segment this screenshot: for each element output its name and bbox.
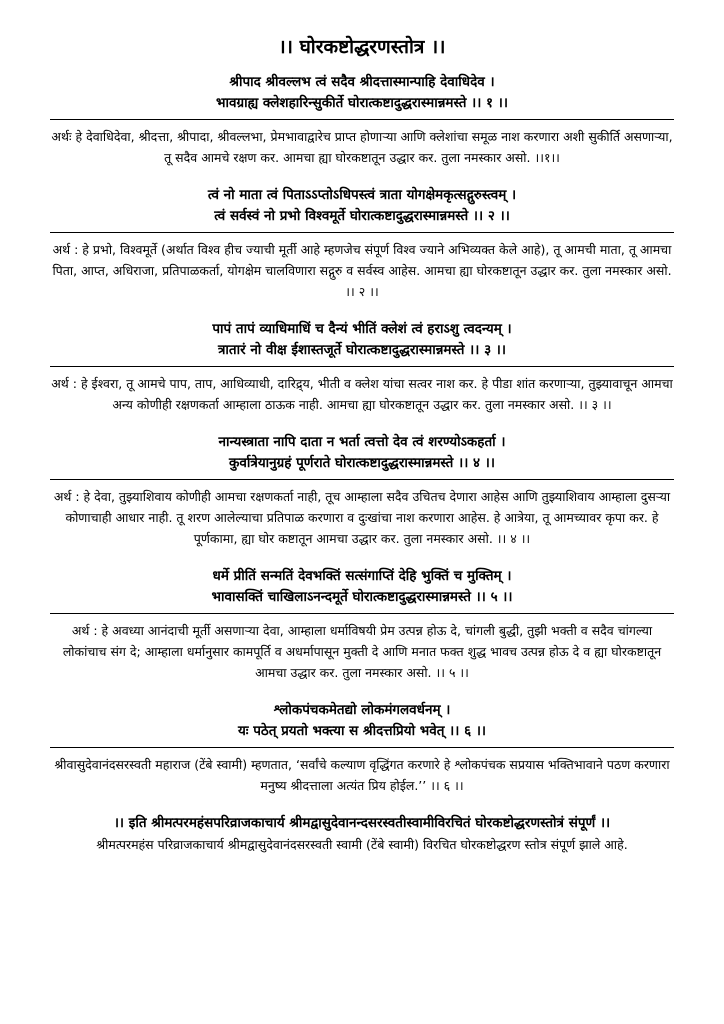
verse-meaning: अर्थ : हे ईश्वरा, तू आमचे पाप, ताप, आधिव्याधी, दारिद्र्य, भीती व क्लेश यांचा सत्वर नाश कर. हे पीडा शांत करणाऱ्या, तुझ्यावाचून आमचा अन्य कोणीही रक्षणकर्ता आम्हाला ठाऊक नाही. आमचा ह्या घोरकष्टातून उद्धार कर. तुला नमस्कार असो. ।। ३ ।। (51, 376, 673, 412)
verse-5 (50, 566, 674, 683)
verse-shloka (50, 72, 674, 114)
verse-gap (50, 683, 674, 700)
verse-list (50, 72, 674, 796)
shloka-line: त्रातारं नो वीक्ष ईशास्तजूर्ते घोरात्कष्टादुद्धरास्मान्नमस्ते ।। ३ ।। (217, 342, 507, 358)
divider (50, 119, 674, 120)
page-title: ।। घोरकष्टोद्धरणस्तोत्र ।। (278, 36, 446, 58)
verse-gap (50, 302, 674, 319)
verse-meaning: अर्थः हे देवाधिदेवा, श्रीदत्ता, श्रीपादा, श्रीवल्लभा, प्रेमभावाद्वारेच प्राप्त होणाऱ्या आणि क्लेशांचा समूळ नाश करणारा अशी सुकीर्ति असणाऱ्या, तू सदैव आमचे रक्षण कर. आमचा ह्या घोरकष्टातून उद्धार कर. तुला नमस्कार असो. ।।१।। (51, 129, 673, 165)
verse-meaning: श्रीवासुदेवानंदसरस्वती महाराज (टेंबे स्वामी) म्हणतात, ‘सर्वांचे कल्याण वृद्धिंगत करणारे हे श्लोकपंचक सप्रयास भक्तिभावाने पठण करणारा मनुष्य श्रीदत्ताला अत्यंत प्रिय होईल.’’ ।। ६ ।। (54, 757, 670, 793)
verse-gap (50, 549, 674, 566)
shloka-line: भावग्राह्य क्लेशहारिन्सुकीर्ते घोरात्कष्टादुद्धरास्मान्नमस्ते ।। १ ।। (215, 95, 508, 111)
shloka-line: नान्यस्त्राता नापि दाता न भर्ता त्वत्तो देव त्वं शरण्योऽकहर्ता । (218, 434, 506, 450)
shloka-line: यः पठेत् प्रयतो भक्त्या स श्रीदत्तप्रियो भवेत् ।। ६ ।। (237, 723, 487, 739)
shloka-line: पापं तापं व्याधिमाधिं च दैन्यं भीतिं क्लेशं त्वं हराऽशु त्वदन्यम् । (212, 321, 512, 337)
verse-shloka (50, 432, 674, 474)
colophon-meaning: श्रीमत्परमहंस परिव्राजकाचार्य श्रीमद्वासुदेवानंदसरस्वती स्वामी (टेंबे स्वामी) विरचित घोरकष्टोद्धरण स्तोत्र संपूर्ण झाले आहे. (96, 837, 628, 852)
verse-shloka (50, 185, 674, 227)
divider (50, 613, 674, 614)
verse-4 (50, 432, 674, 549)
colophon-shloka: ।। इति श्रीमत्परमहंसपरिव्राजकाचार्य श्रीमद्वासुदेवानन्दसरस्वतीस्वामीविरचितं घोरकष्टोद्धरणस्तोत्रं संपूर्णं ।। (113, 815, 611, 831)
verse-meaning: अर्थ : हे देवा, तुझ्याशिवाय कोणीही आमचा रक्षणकर्ता नाही, तूच आम्हाला सदैव उचितच देणारा आहेस आणि तुझ्याशिवाय आम्हाला दुसऱ्या कोणाचाही आधार नाही. तू शरण आलेल्याचा प्रतिपाळ करणारा व दुःखांचा नाश करणारा आहेस. हे आत्रेया, तू आमच्यावर कृपा कर. हे पूर्णकामा, ह्या घोर कष्टातून आमचा उद्धार कर. तुला नमस्कार असो. ।। ४ ।। (53, 489, 671, 546)
verse-6 (50, 700, 674, 796)
shloka-line: कुर्वात्रेयानुग्रहं पूर्णराते घोरात्कष्टादुद्धरास्मान्नमस्ते ।। ४ ।। (229, 455, 495, 471)
verse-shloka (50, 566, 674, 608)
verse-meaning: अर्थ : हे अवध्या आनंदाची मूर्ती असणाऱ्या देवा, आम्हाला धर्माविषयी प्रेम उत्पन्न होऊ दे, चांगली बुद्धी, तुझी भक्ती व सदैव चांगल्या लोकांचाच संग दे; आम्हाला धर्मानुसार कामपूर्ति व अधर्मापासून मुक्ती दे आणि मनात फक्त शुद्ध भावच उत्पन्न होऊ दे व ह्या घोरकष्टातून आमचा उद्धार कर. तुला नमस्कार असो. ।। ५ ।। (62, 623, 662, 680)
divider (50, 479, 674, 480)
divider (50, 747, 674, 748)
shloka-line: त्वं नो माता त्वं पिताऽऽप्तोऽधिपस्त्वं त्राता योगक्षेमकृत्सद्गुरुस्त्वम् । (207, 187, 517, 203)
verse-gap (50, 415, 674, 432)
verse-shloka (50, 700, 674, 742)
verse-shloka (50, 319, 674, 361)
shloka-line: श्लोकपंचकमेतद्यो लोकमंगलवर्धनम् । (273, 702, 451, 718)
verse-meaning: अर्थ : हे प्रभो, विश्वमूर्ते (अर्थात विश्व हीच ज्याची मूर्ती आहे म्हणजेच संपूर्ण विश्व ज्याने अभिव्यक्त केले आहे), तू आमची माता, तू आमचा पिता, आप्त, अधिराजा, प्रतिपाळकर्ता, योगक्षेम चालविणारा सद्गुरु व सर्वस्व आहेस. आमचा ह्या घोरकष्टातून उद्धार कर. तुला नमस्कार असो. ।। २ ।। (52, 242, 672, 299)
divider (50, 232, 674, 233)
verse-3 (50, 319, 674, 415)
shloka-line: धर्मे प्रीतिं सन्मतिं देवभक्तिं सत्संगाप्तिं देहि भुक्तिं च मुक्तिम् । (212, 568, 512, 584)
verse-2 (50, 185, 674, 302)
divider (50, 366, 674, 367)
shloka-line: त्वं सर्वस्वं नो प्रभो विश्वमूर्ते घोरात्कष्टादुद्धरास्मान्नमस्ते ।। २ ।। (214, 208, 510, 224)
verse-1 (50, 72, 674, 168)
verse-gap (50, 168, 674, 185)
shloka-line: भावासक्तिं चाखिलाऽनन्दमूर्ते घोरात्कष्टादुद्धरास्मान्नमस्ते ।। ५ ।। (211, 589, 513, 605)
shloka-line: श्रीपाद श्रीवल्लभ त्वं सदैव श्रीदत्तास्मान्पाहि देवाधिदेव । (229, 74, 495, 90)
